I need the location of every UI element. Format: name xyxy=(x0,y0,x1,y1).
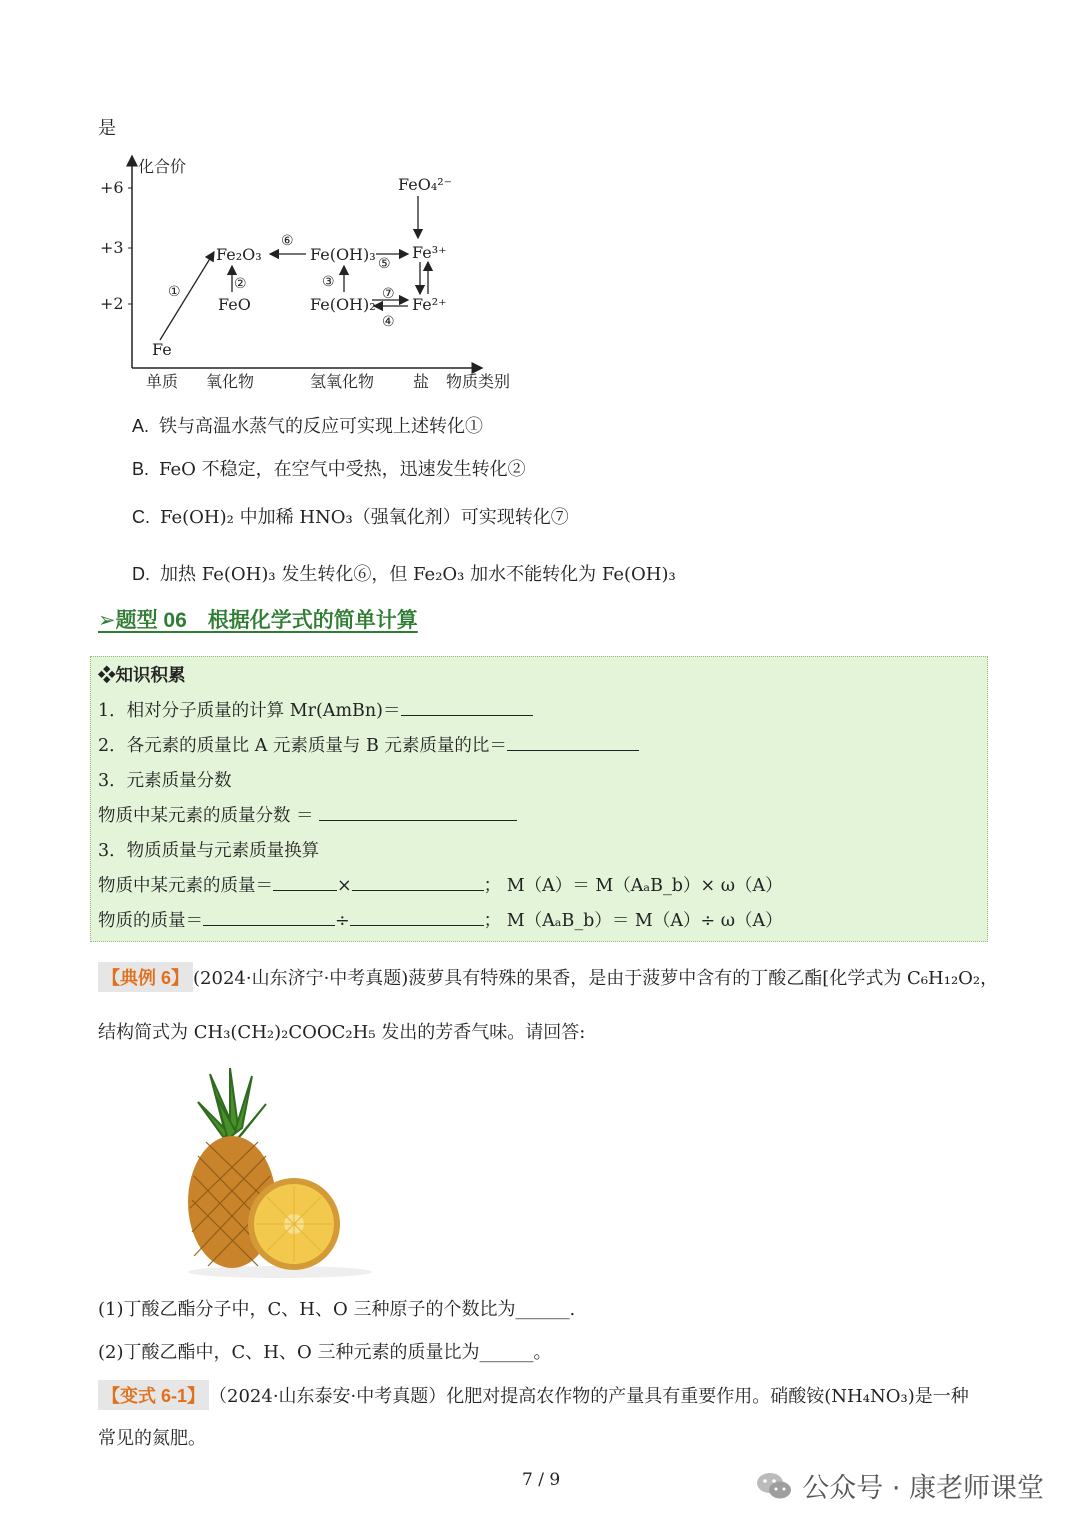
question-2: (2)丁酸乙酯中，C、H、O 三种元素的质量比为______。 xyxy=(98,1342,552,1363)
y-tick-6: +6 xyxy=(100,178,124,197)
species-fe: Fe xyxy=(152,340,172,359)
page-number: 7 / 9 xyxy=(522,1470,561,1490)
species-fe2o3: Fe₂O₃ xyxy=(216,245,262,264)
x-cat-salt: 盐 xyxy=(413,372,430,391)
knowledge-line-5: 3．物质质量与元素质量换算 xyxy=(98,841,320,861)
option-c: C. Fe(OH)₂ 中加稀 HNO₃（强氧化剂）可实现转化⑦ xyxy=(132,507,569,528)
iron-valence-diagram xyxy=(100,150,540,400)
knowledge-line-2: 2．各元素的质量比 A 元素质量与 B 元素质量的比＝ xyxy=(98,732,639,757)
species-fe3: Fe³⁺ xyxy=(412,243,447,262)
intro-text: 是 xyxy=(98,118,116,139)
step-3: ③ xyxy=(322,274,335,290)
step-7: ⑦ xyxy=(382,286,395,302)
species-fe2: Fe²⁺ xyxy=(412,295,447,314)
step-2: ② xyxy=(234,276,247,292)
species-feoh2: Fe(OH)₂ xyxy=(310,295,376,314)
pineapple-image xyxy=(180,1066,380,1280)
species-feo: FeO xyxy=(218,295,251,314)
knowledge-line-3: 3．元素质量分数 xyxy=(98,771,232,791)
watermark-text: 公众号 · 康老师课堂 xyxy=(802,1473,1044,1504)
knowledge-line-7: 物质的质量＝ ÷ ； M（AₐB_b）＝ M（A）÷ ω（A） xyxy=(98,911,783,931)
species-feoh3: Fe(OH)₃ xyxy=(310,245,376,264)
example-line-2: 结构简式为 CH₃(CH₂)₂COOC₂H₅ 发出的芳香气味。请回答: xyxy=(98,1022,586,1043)
x-axis-label: 物质类别 xyxy=(446,372,511,391)
watermark xyxy=(756,1466,1044,1505)
example-tag: 【典例 6】 xyxy=(98,962,193,992)
knowledge-line-1: 1．相对分子质量的计算 Mr(AmBn)＝ xyxy=(98,697,533,722)
x-cat-elemental: 单质 xyxy=(146,372,179,391)
y-axis-label: 化合价 xyxy=(138,157,187,176)
y-tick-2: +2 xyxy=(100,294,124,313)
knowledge-heading: ❖知识积累 xyxy=(98,666,186,686)
question-1: (1)丁酸乙酯分子中，C、H、O 三种原子的个数比为______. xyxy=(98,1299,576,1320)
step-4: ④ xyxy=(382,314,395,330)
knowledge-line-4: 物质中某元素的质量分数 ＝ xyxy=(98,802,517,827)
step-6: ⑥ xyxy=(281,233,294,249)
x-cat-hydroxide: 氢氧化物 xyxy=(310,372,375,391)
variant-tag: 【变式 6-1】 xyxy=(98,1380,209,1410)
example-line-1: 【典例 6】 (2024·山东济宁·中考真题)菠萝具有特殊的果香，是由于菠萝中含有的丁酸乙酯[化学式为 C₆H₁₂O₂， xyxy=(98,962,998,992)
option-a: A. 铁与高温水蒸气的反应可实现上述转化① xyxy=(132,416,484,437)
variant-line-1: 【变式 6-1】 （2024·山东泰安·中考真题）化肥对提高农作物的产量具有重要作用。硝酸铵(NH₄NO₃)是一种 xyxy=(98,1380,969,1410)
option-d: D. 加热 Fe(OH)₃ 发生转化⑥，但 Fe₂O₃ 加水不能转化为 Fe(OH)₃ xyxy=(132,564,676,585)
step-5: ⑤ xyxy=(378,256,391,272)
x-cat-oxide: 氧化物 xyxy=(206,372,255,391)
option-b: B. FeO 不稳定，在空气中受热，迅速发生转化② xyxy=(132,459,526,480)
step-1: ① xyxy=(168,284,181,300)
wechat-icon xyxy=(756,1471,792,1501)
y-tick-3: +3 xyxy=(100,238,124,257)
knowledge-line-6: 物质中某元素的质量＝ × ； M（A）＝ M（AₐB_b）× ω（A） xyxy=(98,876,783,896)
variant-line-2: 常见的氮肥。 xyxy=(98,1428,206,1449)
section-title: ➢题型 06 根据化学式的简单计算 xyxy=(98,609,418,632)
species-feo4: FeO₄²⁻ xyxy=(398,175,453,194)
